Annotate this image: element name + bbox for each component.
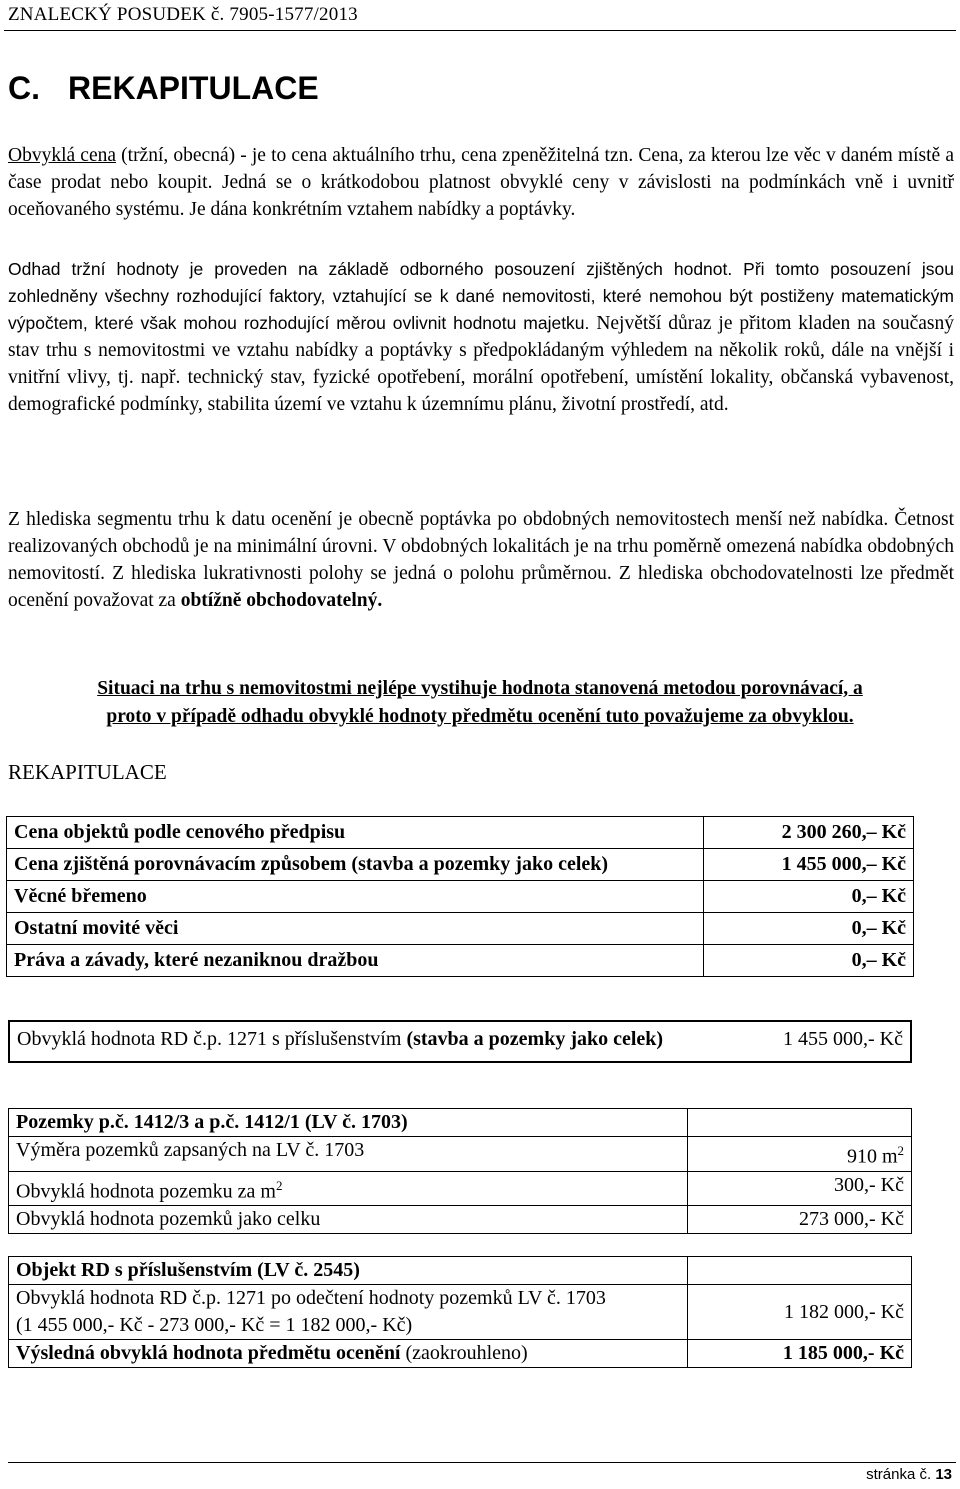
summary-value: 0,– Kč	[704, 945, 914, 977]
table-row	[7, 881, 914, 913]
paragraph-1-text: (tržní, obecná) - je to cena aktuálního trhu, cena zpeněžitelná tzn. Cena, za kterou lze věc v daném místě a čase prodat nebo koupit. Jedná se o krátkodobou platnost obvyklé ceny v závislosti na podmínkách vně i uvnitř oceňovaného systému. Je dána konkrétním vztahem nabídky a poptávky.	[8, 145, 954, 220]
table-row	[9, 1171, 912, 1206]
hodnota-za-m-label: Obvyklá hodnota pozemku za m	[16, 1180, 276, 1203]
obvykla-hodnota-label-bold: (stavba a pozemky jako celek)	[406, 1028, 664, 1050]
pozemky-heading: Pozemky p.č. 1412/3 a p.č. 1412/1 (LV č. 1703)	[9, 1109, 688, 1137]
table-row	[9, 1021, 911, 1062]
pozemky-table	[8, 1108, 912, 1234]
pozemky-value	[688, 1137, 912, 1172]
pozemky-label: Obvyklá hodnota pozemků jako celku	[9, 1206, 688, 1234]
obvykla-hodnota-label-normal: Obvyklá hodnota RD č.p. 1271 s příslušenstvím	[17, 1028, 407, 1050]
obvykla-hodnota-label	[9, 1021, 687, 1062]
page-label: stránka č.	[866, 1466, 932, 1483]
final-label-normal: (zaokrouhleno)	[400, 1342, 528, 1364]
vymera-value: 910 m	[846, 1145, 898, 1168]
objekt-calc	[9, 1285, 688, 1340]
table-row	[7, 849, 914, 881]
unit-superscript: 2	[897, 1143, 904, 1158]
table-row	[7, 817, 914, 849]
objekt-calc-line-1: Obvyklá hodnota RD č.p. 1271 po odečtení hodnoty pozemků LV č. 1703	[16, 1287, 606, 1309]
empty-cell	[688, 1257, 912, 1285]
objekt-calc-value: 1 182 000,- Kč	[688, 1285, 912, 1340]
paragraph-3-bold: obtížně obchodovatelný.	[180, 590, 383, 611]
paragraph-3-text: Z hlediska segmentu trhu k datu ocenění je obecně poptávka po obdobných nemovitostech menší než nabídka. Četnost realizovaných obchodů je na minimální úrovni. V obdobných lokalitách je na trhu poměrně omezená nabídka obdobných nemovitostí. Z hlediska lukrativnosti polohy se jedná o polohu průměrnou. Z hlediska obchodovatelnosti lze předmět ocenění považovat za	[8, 509, 954, 611]
paragraph-obvykla-cena	[8, 142, 954, 223]
header-divider	[4, 30, 956, 31]
footer-divider	[8, 1462, 956, 1463]
table-row	[9, 1206, 912, 1234]
summary-label: Ostatní movité věci	[7, 913, 704, 945]
pozemky-value: 273 000,- Kč	[688, 1206, 912, 1234]
situace-line-2: proto v případě odhadu obvyklé hodnoty předmětu ocenění tuto považujeme za obvyklou.	[106, 706, 854, 727]
table-row	[7, 945, 914, 977]
unit-superscript: 2	[275, 1177, 283, 1193]
summary-label: Cena objektů podle cenového předpisu	[7, 817, 704, 849]
table-row	[9, 1137, 912, 1172]
paragraph-odhad	[8, 256, 954, 418]
objekt-heading: Objekt RD s příslušenstvím (LV č. 2545)	[9, 1257, 688, 1285]
objekt-calc-line-2: (1 455 000,- Kč - 273 000,- Kč = 1 182 000,- Kč)	[16, 1314, 413, 1336]
page-footer	[866, 1466, 952, 1483]
pozemky-label	[9, 1171, 688, 1206]
situace-statement	[8, 675, 952, 731]
section-title	[8, 70, 319, 107]
summary-value: 1 455 000,– Kč	[704, 849, 914, 881]
rekapitulace-heading: REKAPITULACE	[8, 760, 167, 784]
final-label	[9, 1340, 688, 1368]
summary-table	[6, 816, 914, 977]
summary-value: 0,– Kč	[704, 913, 914, 945]
summary-label: Práva a závady, které nezaniknou dražbou	[7, 945, 704, 977]
pozemky-label: Výměra pozemků zapsaných na LV č. 1703	[9, 1137, 688, 1172]
term-obvykla-cena: Obvyklá cena	[8, 145, 117, 166]
obvykla-hodnota-value: 1 455 000,- Kč	[783, 1028, 903, 1050]
table-row	[9, 1109, 912, 1137]
empty-cell	[688, 1109, 912, 1137]
summary-label: Cena zjištěná porovnávacím způsobem (stavba a pozemky jako celek)	[7, 849, 704, 881]
final-label-bold: Výsledná obvyklá hodnota předmětu ocenění	[16, 1342, 401, 1364]
paragraph-segment	[8, 506, 954, 614]
table-row	[9, 1340, 912, 1368]
table-row	[9, 1285, 912, 1340]
paragraph-2-sans: Odhad tržní hodnoty je proveden na základě odborného posouzení zjištěných hodnot. Při tomto posouzení jsou zohledněny všechny rozhodující faktory, vztahující se k dané nemovitosti, které nemohou být postiženy matematickým výpočtem, které však mohou rozhodující měrou ovlivnit hodnotu majetku.	[8, 259, 954, 333]
section-letter: C.	[8, 70, 40, 106]
situace-line-1: Situaci na trhu s nemovitostmi nejlépe vystihuje hodnota stanovená metodou porovnávací, a	[97, 678, 863, 699]
table-row	[9, 1257, 912, 1285]
summary-value: 2 300 260,– Kč	[704, 817, 914, 849]
section-title-text: REKAPITULACE	[68, 70, 319, 106]
document-header: ZNALECKÝ POSUDEK č. 7905-1577/2013	[8, 4, 358, 25]
final-value: 1 185 000,- Kč	[688, 1340, 912, 1368]
summary-label: Věcné břemeno	[7, 881, 704, 913]
pozemky-value: 300,- Kč	[688, 1171, 912, 1206]
paragraph-2-serif: Největší důraz je přitom kladen na současný stav trhu s nemovitostmi ve vztahu nabídky a poptávky s předpokládaným výhledem na několik roků, dále na vnější i vnitřní vlivy, tj. např. technický stav, fyzické opotřebení, morální opotřebení, umístění lokality, občanská vybavenost, demografické podmínky, stabilita území ve vztahu k územnímu plánu, životní prostředí, atd.	[8, 313, 954, 415]
summary-value: 0,– Kč	[704, 881, 914, 913]
page-number: 13	[935, 1466, 952, 1483]
obvykla-hodnota-table	[8, 1020, 912, 1063]
table-row	[7, 913, 914, 945]
objekt-rd-table	[8, 1256, 912, 1368]
